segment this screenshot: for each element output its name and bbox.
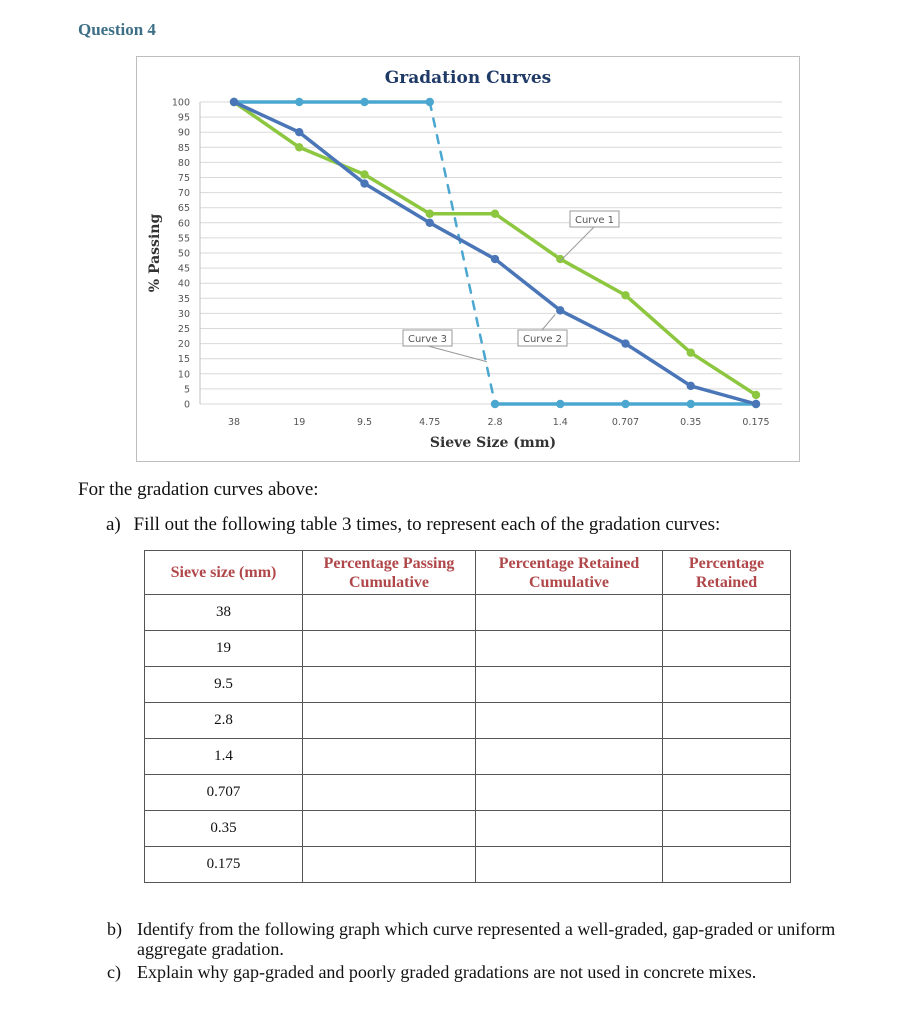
curve-2-segment — [626, 344, 691, 386]
sieve-cell: 1.4 — [145, 739, 303, 775]
retained-cell[interactable] — [663, 703, 791, 739]
header-sieve-size: Sieve size (mm) — [145, 551, 303, 595]
y-tick-label: 65 — [177, 203, 190, 215]
y-tick-label: 40 — [177, 278, 190, 290]
chart-title: Gradation Curves — [384, 68, 552, 88]
passing-cell[interactable] — [303, 775, 476, 811]
x-tick-label: 19 — [293, 417, 306, 428]
passing-cell[interactable] — [303, 811, 476, 847]
sieve-cell: 2.8 — [145, 703, 303, 739]
x-tick-label: 9.5 — [356, 417, 373, 428]
sieve-cell: 0.35 — [145, 811, 303, 847]
curve-2-segment — [495, 259, 560, 310]
curve-1-point — [426, 210, 434, 218]
passing-cell[interactable] — [303, 739, 476, 775]
x-tick-label: 1.4 — [552, 417, 568, 428]
x-tick-label: 0.35 — [680, 417, 702, 428]
curve-3-callout-label: Curve 3 — [407, 334, 448, 345]
table-row — [145, 847, 791, 883]
retained-cell[interactable] — [663, 847, 791, 883]
curve-1-point — [295, 143, 303, 151]
y-tick-label: 20 — [177, 339, 190, 351]
item-a-text: Fill out the following table 3 times, to represent each of the gradation curves: — [133, 514, 721, 535]
curve-1-segment — [560, 259, 625, 295]
x-tick-label: 2.8 — [487, 417, 503, 428]
retained-cell[interactable] — [663, 667, 791, 703]
curve-2-point — [295, 128, 303, 136]
curve-1-point — [491, 210, 499, 218]
curve-1-point — [360, 170, 368, 178]
intro-text: For the gradation curves above: — [78, 479, 319, 500]
passing-cell[interactable] — [303, 667, 476, 703]
curve-2-point — [491, 255, 499, 263]
y-tick-label: 5 — [183, 384, 190, 396]
x-tick-label: 38 — [227, 417, 241, 428]
item-c-text: Explain why gap-graded and poorly graded gradations are not used in concrete mixes. — [137, 962, 757, 982]
y-tick-label: 10 — [177, 369, 190, 381]
retained-cell[interactable] — [663, 631, 791, 667]
item-b — [107, 919, 867, 959]
y-tick-label: 70 — [177, 188, 190, 200]
sieve-cell: 9.5 — [145, 667, 303, 703]
table-row — [145, 703, 791, 739]
retained-cumulative-cell[interactable] — [476, 811, 663, 847]
passing-cell[interactable] — [303, 703, 476, 739]
passing-cell[interactable] — [303, 595, 476, 631]
table-row — [145, 631, 791, 667]
item-b-text: Identify from the following graph which curve represented a well-graded, gap-graded or uniform aggregate gradation. — [137, 919, 836, 959]
table-row — [145, 811, 791, 847]
retained-cell[interactable] — [663, 739, 791, 775]
y-tick-label: 90 — [177, 127, 190, 139]
curve-1-point — [621, 291, 629, 299]
curve-3-point — [491, 400, 499, 408]
curve-1-segment — [299, 147, 364, 174]
y-tick-label: 60 — [177, 218, 190, 230]
y-tick-label: 55 — [177, 233, 190, 245]
table-row — [145, 775, 791, 811]
retained-cumulative-cell[interactable] — [476, 775, 663, 811]
curve-2-callout-label: Curve 2 — [522, 334, 563, 345]
y-tick-label: 75 — [177, 173, 190, 184]
retained-cumulative-cell[interactable] — [476, 631, 663, 667]
y-tick-label: 85 — [177, 142, 190, 154]
curve-1-point — [556, 255, 564, 263]
y-tick-label: 100 — [171, 97, 190, 109]
y-tick-label: 0 — [183, 399, 190, 411]
curve-2-segment — [365, 184, 430, 223]
curve-3-point — [426, 98, 434, 106]
curve-2-point — [556, 306, 564, 314]
x-tick-label: 0.175 — [742, 417, 770, 428]
curve-1-segment — [495, 214, 560, 259]
curve-1-segment — [234, 102, 299, 147]
curve-3-point — [556, 400, 564, 408]
x-tick-label: 0.707 — [611, 417, 640, 428]
item-a — [106, 514, 720, 536]
retained-cumulative-cell[interactable] — [476, 595, 663, 631]
header-percent-retained-cumulative: Percentage Retained Cumulative — [476, 551, 663, 595]
curve-2-segment — [560, 310, 625, 343]
y-axis-label: % Passing — [147, 213, 163, 293]
sieve-cell: 0.175 — [145, 847, 303, 883]
y-tick-label: 25 — [177, 324, 190, 335]
y-tick-label: 45 — [177, 263, 190, 275]
retained-cumulative-cell[interactable] — [476, 667, 663, 703]
item-c-label: c) — [107, 962, 121, 982]
y-tick-label: 80 — [177, 157, 190, 169]
sieve-cell: 38 — [145, 595, 303, 631]
curve-2-segment — [299, 132, 364, 183]
curve-3-point — [360, 98, 368, 106]
item-c — [107, 962, 867, 982]
chart-svg — [137, 57, 799, 461]
question-title: Question 4 — [78, 20, 156, 39]
curve-3-leader — [428, 346, 487, 362]
curve-3-point — [687, 400, 695, 408]
table-row — [145, 739, 791, 775]
retained-cell[interactable] — [663, 811, 791, 847]
y-tick-label: 15 — [177, 354, 190, 366]
retained-cell[interactable] — [663, 775, 791, 811]
table-header-row — [145, 551, 791, 595]
sieve-cell: 19 — [145, 631, 303, 667]
item-b-label: b) — [107, 919, 122, 939]
header-percent-passing-cumulative: Percentage Passing Cumulative — [303, 551, 476, 595]
table-row — [145, 667, 791, 703]
curve-2-point — [360, 179, 368, 187]
curve-2-point — [752, 400, 760, 408]
retained-cell[interactable] — [663, 595, 791, 631]
item-a-label: a) — [106, 514, 121, 535]
curve-3-point — [295, 98, 303, 106]
curve-3-point — [621, 400, 629, 408]
y-tick-label: 35 — [177, 293, 190, 305]
gradation-chart — [136, 56, 800, 462]
x-tick-label: 4.75 — [419, 417, 441, 428]
x-axis-label: Sieve Size (mm) — [429, 435, 557, 451]
passing-cell[interactable] — [303, 631, 476, 667]
retained-cumulative-cell[interactable] — [476, 703, 663, 739]
curve-1-point — [752, 391, 760, 399]
curve-1-callout-label: Curve 1 — [574, 215, 615, 226]
gradation-table — [144, 550, 791, 883]
curve-2-point — [426, 219, 434, 227]
y-tick-label: 50 — [177, 248, 190, 260]
curve-2-point — [230, 98, 238, 106]
retained-cumulative-cell[interactable] — [476, 739, 663, 775]
curve-2-leader — [542, 314, 555, 330]
passing-cell[interactable] — [303, 847, 476, 883]
curve-2-point — [687, 382, 695, 390]
retained-cumulative-cell[interactable] — [476, 847, 663, 883]
table-row — [145, 595, 791, 631]
y-tick-label: 30 — [177, 308, 190, 320]
question-list — [107, 919, 867, 985]
curve-2-point — [621, 339, 629, 347]
sieve-cell: 0.707 — [145, 775, 303, 811]
curve-1-point — [687, 348, 695, 356]
curve-1-leader — [560, 227, 594, 261]
y-tick-label: 95 — [177, 112, 190, 124]
header-percent-retained: Percentage Retained — [663, 551, 791, 595]
